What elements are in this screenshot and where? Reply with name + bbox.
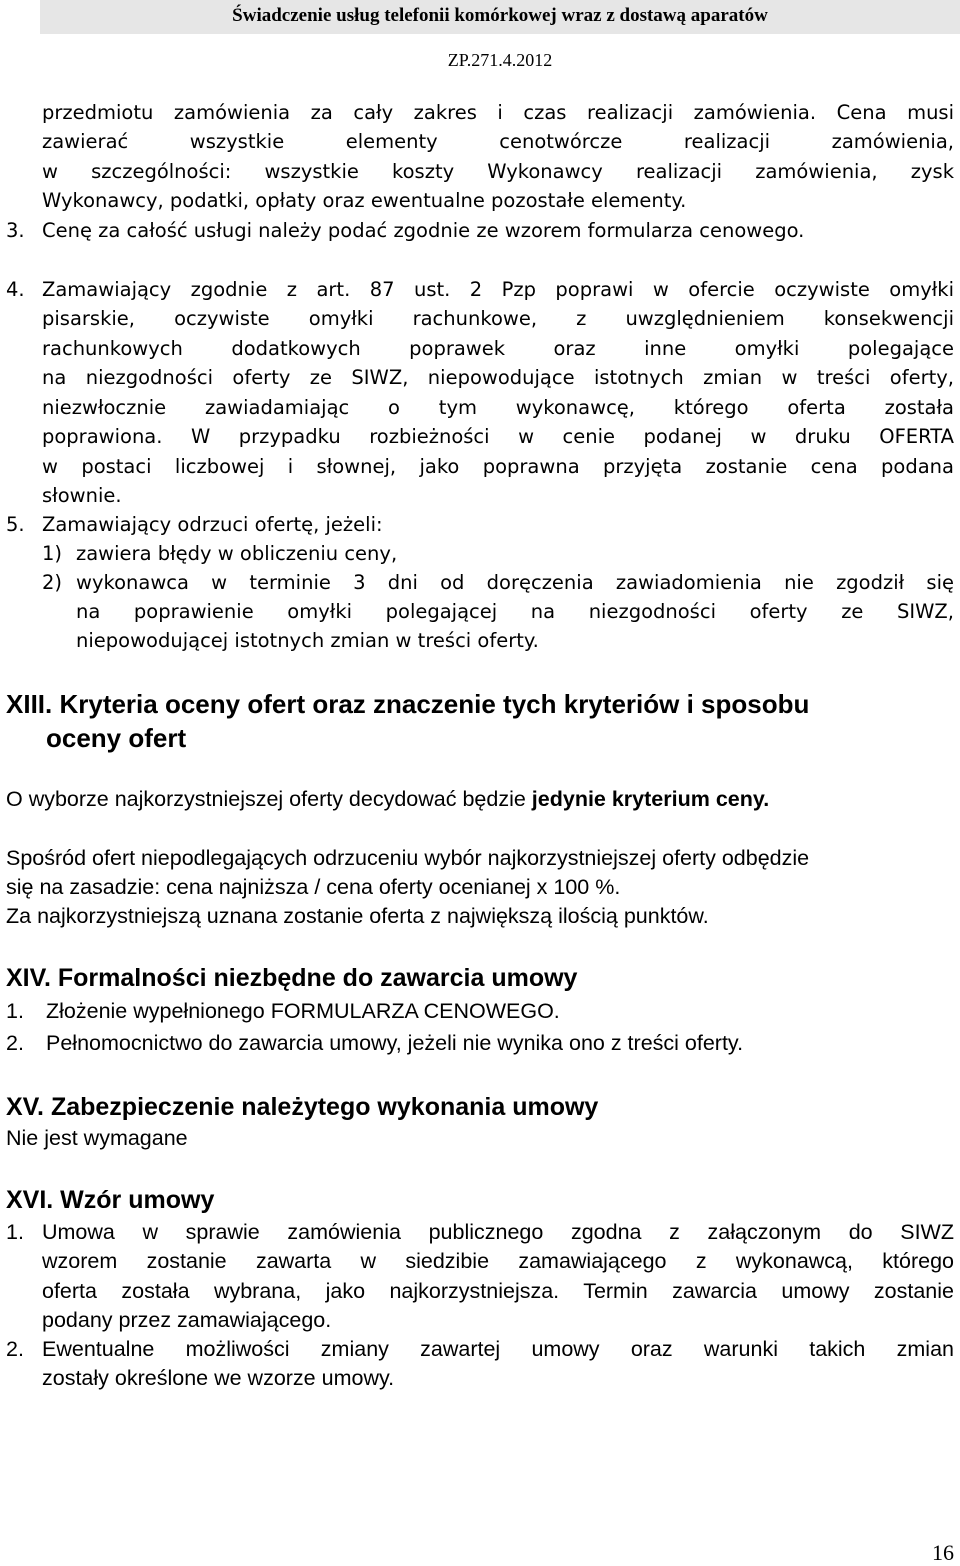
item-4-number: 4. <box>6 278 25 301</box>
item-5-sub-1-text: zawiera błędy w obliczeniu ceny, <box>76 542 398 565</box>
header-title: Świadczenie usług telefonii komórkowej wraz z dostawą aparatów <box>232 5 768 26</box>
section-13-paragraph-2-line-1: Spośród ofert niepodlegających odrzuceniu wybór najkorzystniejszej oferty odbędzie <box>6 846 810 870</box>
item-4-line-8: słownie. <box>42 484 122 507</box>
section-14-item-2-text: Pełnomocnictwo do zawarcia umowy, jeżeli nie wynika ono z treści oferty. <box>46 1031 744 1055</box>
section-13-paragraph-1: O wyborze najkorzystniejszej oferty decydować będzie jedynie kryterium ceny. <box>6 787 770 811</box>
item-5-text: Zamawiający odrzuci ofertę, jeżeli: <box>42 513 383 536</box>
item-5-sub-2-number: 2) <box>42 571 63 594</box>
section-13-heading-line-1: XIII. Kryteria oceny ofert oraz znaczenie tych kryteriów i sposobu <box>6 689 810 719</box>
item-4-line-5: niezwłocznie zawiadamiając o tym wykonawcę, którego oferta została <box>42 396 954 419</box>
section-14-heading: XIV. Formalności niezbędne do zawarcia umowy <box>6 964 578 992</box>
item-5-sub-2-line-2: na poprawienie omyłki polegającej na niezgodności oferty ze SIWZ, <box>76 600 954 623</box>
section-16-item-2-line-1: Ewentualne możliwości zmiany zawartej umowy oraz warunki takich zmian <box>42 1337 954 1361</box>
continuation-line-1: przedmiotu zamówienia za cały zakres i czas realizacji zamówienia. Cena musi <box>42 101 954 124</box>
continuation-line-4: Wykonawcy, podatki, opłaty oraz ewentualne pozostałe elementy. <box>42 189 687 212</box>
section-15-text: Nie jest wymagane <box>6 1126 188 1150</box>
section-13-paragraph-2-line-2: się na zasadzie: cena najniższa / cena oferty ocenianej x 100 %. <box>6 875 621 899</box>
section-14-item-1-text: Złożenie wypełnionego FORMULARZA CENOWEGO. <box>46 999 560 1023</box>
section-16-item-1-number: 1. <box>6 1220 24 1244</box>
item-4-line-3: rachunkowych dodatkowych poprawek oraz inne omyłki polegające <box>42 337 954 360</box>
item-4-line-2: pisarskie, oczywiste omyłki rachunkowe, z uwzględnieniem konsekwencji <box>42 307 954 330</box>
section-13-paragraph-1-emphasis: jedynie kryterium ceny. <box>531 787 770 811</box>
item-4-line-4: na niezgodności oferty ze SIWZ, niepowodujące istotnych zmian w treści oferty, <box>42 366 954 389</box>
section-14-item-1-number: 1. <box>6 999 24 1023</box>
section-16-heading: XVI. Wzór umowy <box>6 1186 215 1214</box>
section-16-item-1-line-1: Umowa w sprawie zamówienia publicznego zgodna z załączonym do SIWZ <box>42 1220 954 1244</box>
item-5-number: 5. <box>6 513 25 536</box>
item-3-number: 3. <box>6 219 25 242</box>
continuation-line-2: zawierać wszystkie elementy cenotwórcze realizacji zamówienia, <box>42 130 954 153</box>
item-4-line-1: Zamawiający zgodnie z art. 87 ust. 2 Pzp poprawi w ofercie oczywiste omyłki <box>42 278 954 301</box>
section-14-item-2-number: 2. <box>6 1031 24 1055</box>
section-16-item-1-line-2: wzorem zostanie zawarta w siedzibie zamawiającego z wykonawcą, którego <box>42 1249 954 1273</box>
item-3-text: Cenę za całość usługi należy podać zgodnie ze wzorem formularza cenowego. <box>42 219 805 242</box>
reference-number: ZP.271.4.2012 <box>447 50 553 70</box>
section-13-heading-line-2: oceny ofert <box>46 723 187 753</box>
item-5-sub-1-number: 1) <box>42 542 63 565</box>
continuation-line-3: w szczególności: wszystkie koszty Wykonawcy realizacji zamówienia, zysk <box>42 160 954 183</box>
page-number: 16 <box>932 1540 954 1565</box>
section-13-paragraph-3: Za najkorzystniejszą uznana zostanie oferta z największą ilością punktów. <box>6 904 709 928</box>
section-16-item-2-line-2: zostały określone we wzorze umowy. <box>42 1366 395 1390</box>
item-4-line-7: w postaci liczbowej i słownej, jako poprawna przyjęta zostanie cena podana <box>42 455 954 478</box>
section-16-item-2-number: 2. <box>6 1337 24 1361</box>
section-15-heading: XV. Zabezpieczenie należytego wykonania umowy <box>6 1093 599 1121</box>
item-5-sub-2-line-1: wykonawca w terminie 3 dni od doręczenia zawiadomienia nie zgodził się <box>76 571 954 594</box>
section-16-item-1-line-3: oferta została wybrana, jako najkorzystniejsza. Termin zawarcia umowy zostanie <box>42 1279 954 1303</box>
item-5-sub-2-line-3: niepowodującej istotnych zmian w treści oferty. <box>76 629 539 652</box>
item-4-line-6: poprawiona. W przypadku rozbieżności w cenie podanej w druku OFERTA <box>42 425 954 448</box>
section-16-item-1-line-4: podany przez zamawiającego. <box>42 1308 332 1332</box>
